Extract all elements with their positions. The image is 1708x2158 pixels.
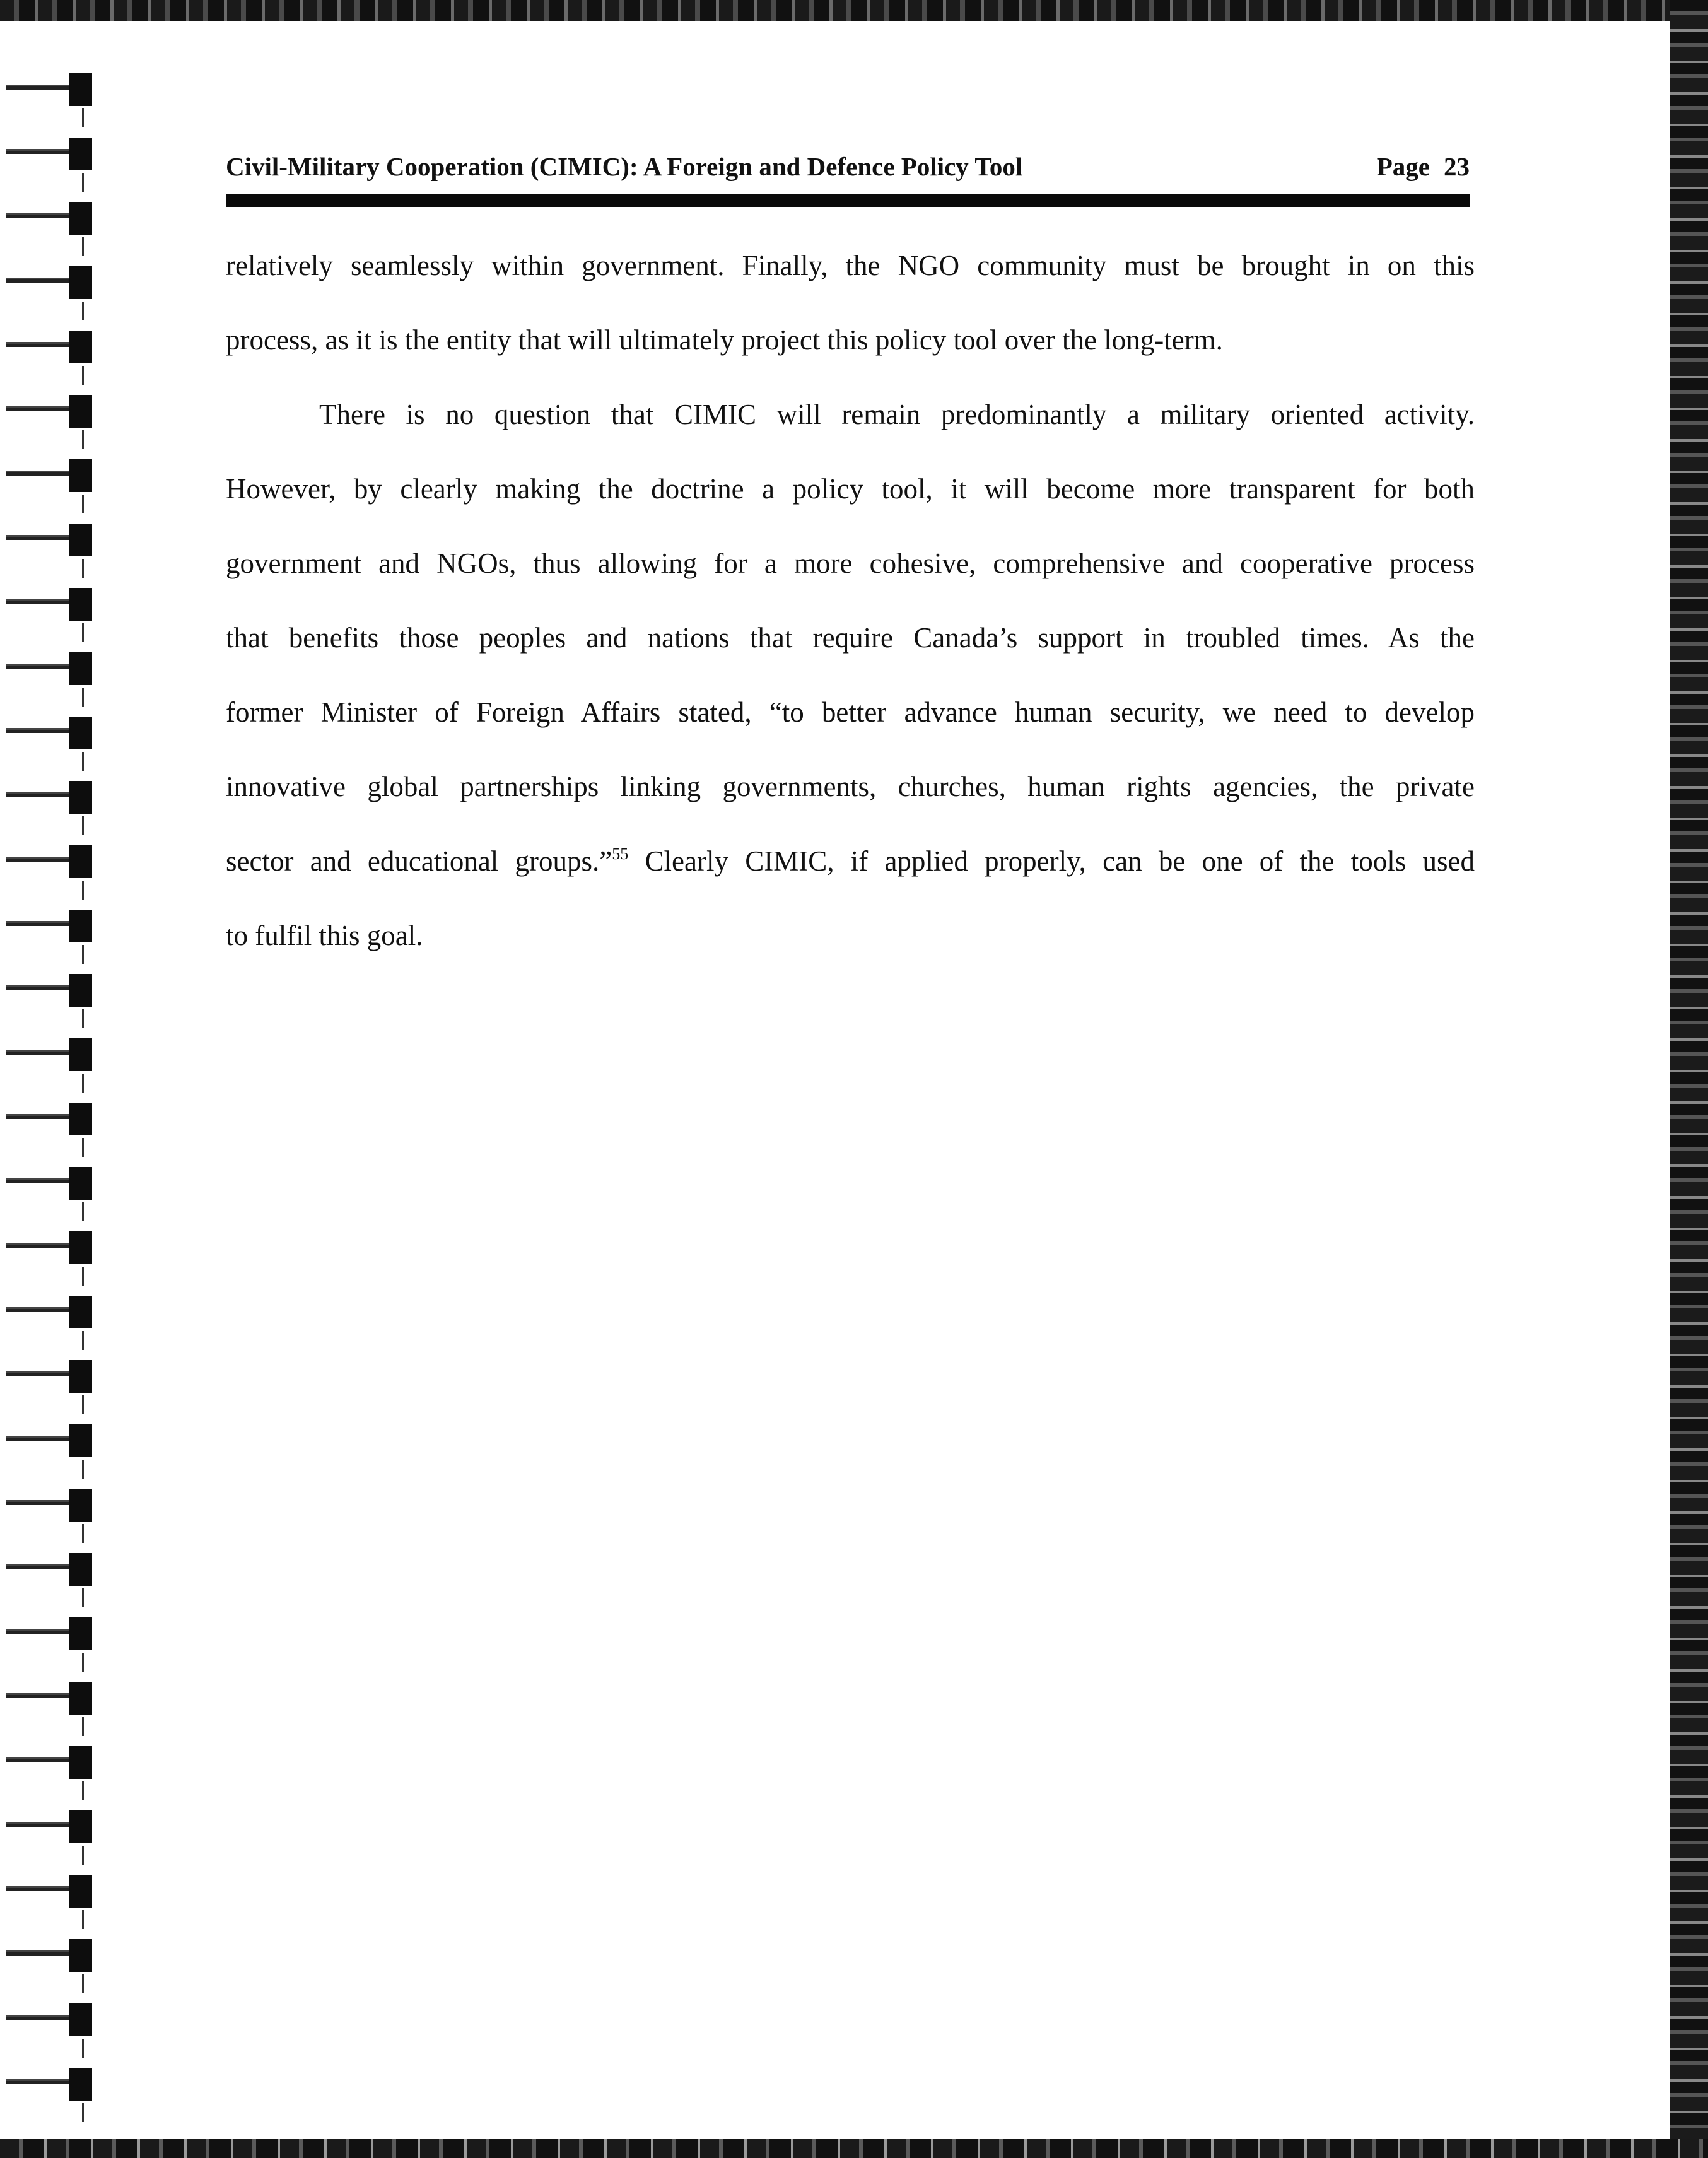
binding-coil	[0, 1935, 95, 1973]
header-rule	[226, 194, 1470, 207]
paragraph-2-line-4: that benefits those peoples and nations that require Canada’s support in troubled times. As the	[226, 622, 1475, 654]
binding-coil	[0, 842, 95, 879]
page-label: Page	[1376, 152, 1430, 181]
binding-coil	[0, 455, 95, 493]
binding-coil	[0, 1099, 95, 1137]
binding-coil	[0, 2000, 95, 2038]
binding-coil	[0, 134, 95, 172]
spiral-binding	[0, 69, 95, 2120]
paragraph-1-line-1: relatively seamlessly within government. Finally, the NGO community must be brought in on this	[226, 250, 1475, 281]
binding-coil	[0, 777, 95, 815]
binding-coil	[0, 2064, 95, 2102]
paragraph-2-line-8: to fulfil this goal.	[226, 920, 423, 951]
binding-coil	[0, 520, 95, 558]
document-title: Civil-Military Cooperation (CIMIC): A Foreign and Defence Policy Tool	[226, 152, 1023, 181]
scan-bottom-edge	[0, 2139, 1708, 2158]
binding-coil	[0, 391, 95, 429]
binding-coil	[0, 648, 95, 686]
running-header	[226, 151, 1470, 189]
binding-coil	[0, 1871, 95, 1909]
binding-coil	[0, 1614, 95, 1651]
binding-coil	[0, 1163, 95, 1201]
line-7-continuation: Clearly CIMIC, if applied properly, can be one of the tools used	[628, 845, 1475, 877]
paragraph-2-line-5: former Minister of Foreign Affairs stated, “to better advance human security, we need to develop	[226, 696, 1475, 728]
binding-coil	[0, 1549, 95, 1587]
binding-coil	[0, 1228, 95, 1265]
footnote-marker: 55	[612, 845, 629, 863]
binding-coil	[0, 1742, 95, 1780]
paragraph-2-line-3: government and NGOs, thus allowing for a more cohesive, comprehensive and cooperative process	[226, 548, 1475, 579]
scan-top-edge	[0, 0, 1708, 21]
scan-right-edge	[1670, 0, 1708, 2158]
binding-coil	[0, 970, 95, 1008]
page-number: 23	[1444, 152, 1470, 181]
binding-coil	[0, 198, 95, 236]
binding-coil	[0, 1678, 95, 1716]
paragraph-2-line-6: innovative global partnerships linking governments, churches, human rights agencies, the private	[226, 771, 1475, 802]
binding-coil	[0, 69, 95, 107]
binding-coil	[0, 1035, 95, 1072]
binding-coil	[0, 1356, 95, 1394]
binding-coil	[0, 906, 95, 944]
binding-coil	[0, 584, 95, 622]
binding-coil	[0, 1807, 95, 1844]
binding-coil	[0, 1485, 95, 1523]
binding-coil	[0, 1421, 95, 1458]
body-text	[226, 228, 1475, 973]
binding-coil	[0, 1292, 95, 1330]
paragraph-2-line-2: However, by clearly making the doctrine a policy tool, it will become more transparent for both	[226, 473, 1475, 505]
binding-coil	[0, 327, 95, 365]
binding-coil	[0, 262, 95, 300]
quote-end-text: sector and educational groups.”	[226, 845, 612, 877]
binding-coil	[0, 713, 95, 751]
page-indicator	[1363, 151, 1470, 182]
paragraph-2-line-1: There is no question that CIMIC will remain predominantly a military oriented activity.	[319, 399, 1475, 430]
paragraph-2-line-7	[226, 824, 1475, 898]
paragraph-1-line-2: process, as it is the entity that will ultimately project this policy tool over the long-term.	[226, 324, 1223, 356]
